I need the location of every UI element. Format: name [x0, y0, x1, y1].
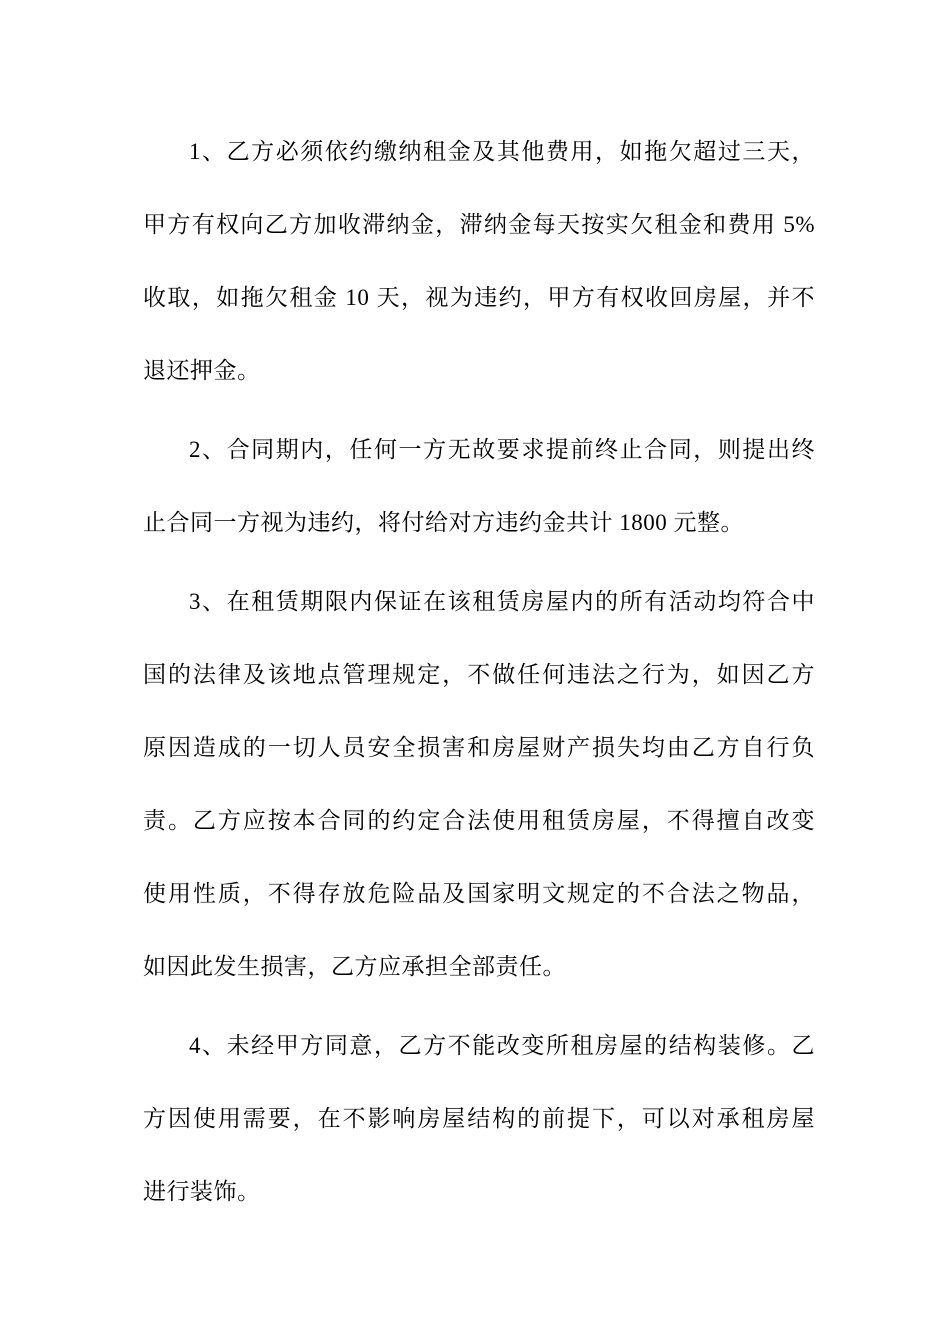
text-line: 甲方有权向乙方加收滞纳金，滞纳金每天按实欠租金和费用 5% [143, 212, 815, 237]
clause-paragraph-3 [143, 565, 815, 1003]
text-line: 进行装饰。 [143, 1179, 261, 1204]
clause-paragraph-1 [143, 115, 815, 407]
text-line: 使用性质，不得存放危险品及国家明文规定的不合法之物品， [143, 881, 815, 906]
document-body [143, 115, 815, 1228]
text-line: 2、合同期内，任何一方无故要求提前终止合同，则提出终 [189, 437, 815, 462]
text-line: 如因此发生损害，乙方应承担全部责任。 [143, 954, 566, 979]
text-line: 责。乙方应按本合同的约定合法使用租赁房屋，不得擅自改变 [143, 808, 815, 833]
text-line: 3、在租赁期限内保证在该租赁房屋内的所有活动均符合中 [189, 589, 815, 614]
text-line: 退还押金。 [143, 358, 261, 383]
text-line: 方因使用需要，在不影响房屋结构的前提下，可以对承租房屋 [143, 1106, 815, 1131]
text-line: 原因造成的一切人员安全损害和房屋财产损失均由乙方自行负 [143, 735, 815, 760]
clause-paragraph-4 [143, 1009, 815, 1228]
text-line: 4、未经甲方同意，乙方不能改变所租房屋的结构装修。乙 [189, 1033, 815, 1058]
text-line: 1、乙方必须依约缴纳租金及其他费用，如拖欠超过三天， [189, 139, 815, 164]
text-line: 收取，如拖欠租金 10 天，视为违约，甲方有权收回房屋，并不 [143, 285, 815, 310]
text-line: 止合同一方视为违约，将付给对方违约金共计 1800 元整。 [143, 510, 744, 535]
clause-paragraph-2 [143, 413, 815, 559]
text-line: 国的法律及该地点管理规定，不做任何违法之行为，如因乙方 [143, 662, 815, 687]
